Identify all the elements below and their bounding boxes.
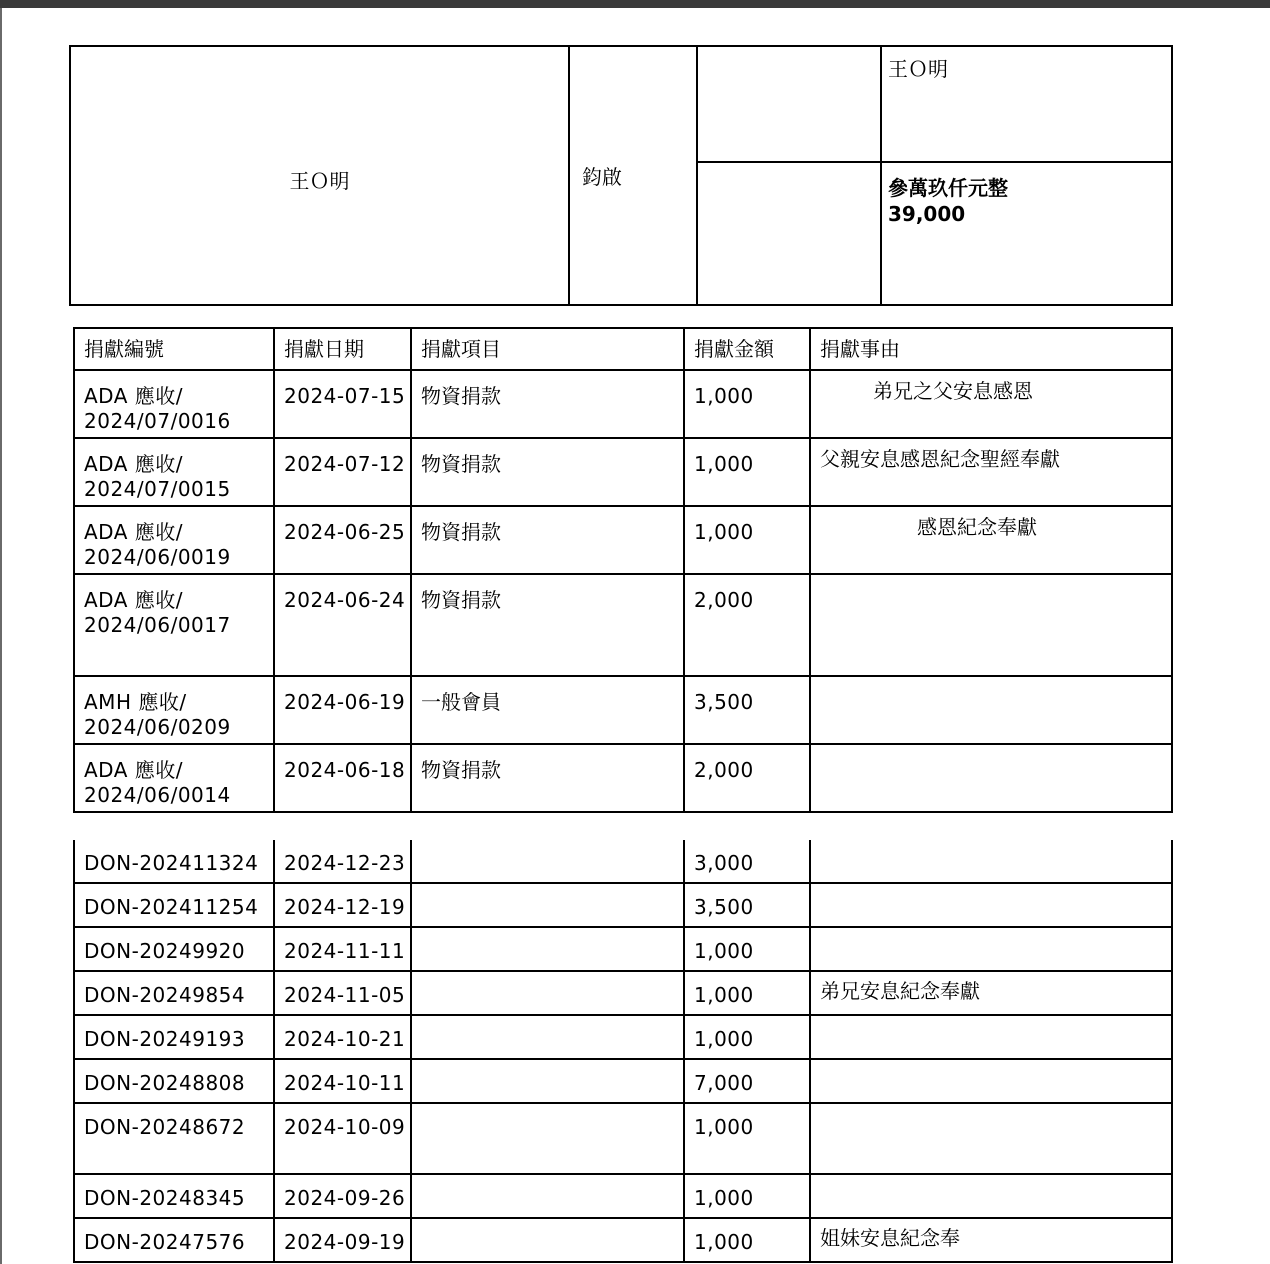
donation-amount: 2,000 <box>684 574 810 676</box>
donation-date: 2024-06-18 <box>274 744 411 812</box>
donation-amount: 1,000 <box>684 1015 810 1059</box>
donation-reason <box>810 1103 1172 1174</box>
table-header-row <box>74 328 1172 370</box>
donation-id-suffix: 2024/06/0014 <box>84 783 231 807</box>
donation-id: DON-20249920 <box>74 927 274 971</box>
donation-amount: 1,000 <box>684 1174 810 1218</box>
donation-amount: 7,000 <box>684 1059 810 1103</box>
donation-item: 物資捐款 <box>411 574 684 676</box>
donation-amount: 3,500 <box>684 676 810 744</box>
table-row <box>74 1218 1172 1262</box>
donation-item <box>411 883 684 927</box>
donation-amount: 3,000 <box>684 840 810 883</box>
donation-id-suffix: 2024/07/0015 <box>84 477 231 501</box>
donation-id: DON-20249854 <box>74 971 274 1015</box>
table-row <box>74 1059 1172 1103</box>
donation-item: 物資捐款 <box>411 506 684 574</box>
table-row <box>74 971 1172 1015</box>
column-header-date: 捐獻日期 <box>274 328 411 370</box>
donation-id-prefix: ADA 應收/ <box>84 520 184 544</box>
donation-reason: 父親安息感恩紀念聖經奉獻 <box>810 438 1172 506</box>
donation-item: 物資捐款 <box>411 438 684 506</box>
donation-date: 2024-06-19 <box>274 676 411 744</box>
donation-reason: 弟兄安息紀念奉獻 <box>810 971 1172 1015</box>
donation-date: 2024-07-15 <box>274 370 411 438</box>
table-row <box>74 676 1172 744</box>
table-row <box>74 883 1172 927</box>
donation-reason <box>810 676 1172 744</box>
donation-date: 2024-10-11 <box>274 1059 411 1103</box>
blank-cell-bottom <box>697 162 881 305</box>
column-header-item: 捐獻項目 <box>411 328 684 370</box>
donation-reason: 姐妹安息紀念奉 <box>810 1218 1172 1262</box>
donation-reason <box>810 927 1172 971</box>
receipt-header <box>69 45 1173 306</box>
donation-id-prefix: ADA 應收/ <box>84 758 184 782</box>
salutation-label: 鈞啟 <box>569 46 697 305</box>
donation-id: DON-20249193 <box>74 1015 274 1059</box>
table-row <box>74 574 1172 676</box>
donation-reason <box>810 840 1172 883</box>
donation-date: 2024-06-25 <box>274 506 411 574</box>
table-row <box>74 927 1172 971</box>
donation-date: 2024-11-05 <box>274 971 411 1015</box>
donation-date: 2024-11-11 <box>274 927 411 971</box>
table-row <box>74 438 1172 506</box>
donation-item <box>411 1059 684 1103</box>
table-row <box>74 1015 1172 1059</box>
donation-reason: 感恩紀念奉獻 <box>810 506 1172 574</box>
total-amount-cell <box>881 162 1172 305</box>
donation-id-prefix: ADA 應收/ <box>84 452 184 476</box>
donation-id: DON-20248345 <box>74 1174 274 1218</box>
donation-item: 物資捐款 <box>411 370 684 438</box>
donation-id-prefix: ADA 應收/ <box>84 384 184 408</box>
donation-reason <box>810 1015 1172 1059</box>
donation-date: 2024-09-26 <box>274 1174 411 1218</box>
donation-id: DON-20247576 <box>74 1218 274 1262</box>
donor-name: 王Ｏ明 <box>70 46 569 305</box>
donation-item <box>411 840 684 883</box>
donation-id: DON-202411324 <box>74 840 274 883</box>
donation-date: 2024-12-23 <box>274 840 411 883</box>
donation-id-suffix: 2024/06/0017 <box>84 613 231 637</box>
blank-cell-top <box>697 46 881 162</box>
donation-date: 2024-10-09 <box>274 1103 411 1174</box>
table-row <box>74 506 1172 574</box>
donation-amount: 2,000 <box>684 744 810 812</box>
donation-amount: 1,000 <box>684 971 810 1015</box>
column-header-amount: 捐獻金額 <box>684 328 810 370</box>
donation-amount: 3,500 <box>684 883 810 927</box>
donation-id: DON-202411254 <box>74 883 274 927</box>
donation-date: 2024-07-12 <box>274 438 411 506</box>
recipient-name: 王Ｏ明 <box>881 46 1172 162</box>
donation-id-prefix: ADA 應收/ <box>84 588 184 612</box>
donation-amount: 1,000 <box>684 506 810 574</box>
column-header-id: 捐獻編號 <box>74 328 274 370</box>
table-row <box>74 1174 1172 1218</box>
total-amount-number: 39,000 <box>888 202 966 226</box>
table-row <box>74 744 1172 812</box>
donation-table-2 <box>73 840 1173 1263</box>
window-top-bar <box>0 0 1270 8</box>
table-row <box>74 370 1172 438</box>
page-left-edge <box>0 8 2 1264</box>
donation-id: DON-20248672 <box>74 1103 274 1174</box>
donation-id-prefix: AMH 應收/ <box>84 690 187 714</box>
donation-amount: 1,000 <box>684 438 810 506</box>
donation-item <box>411 1015 684 1059</box>
donation-item <box>411 1218 684 1262</box>
donation-item: 一般會員 <box>411 676 684 744</box>
donation-amount: 1,000 <box>684 370 810 438</box>
donation-amount: 1,000 <box>684 927 810 971</box>
donation-amount: 1,000 <box>684 1103 810 1174</box>
donation-item: 物資捐款 <box>411 744 684 812</box>
donation-id-suffix: 2024/06/0209 <box>84 715 231 739</box>
table-row <box>74 1103 1172 1174</box>
table-row <box>74 840 1172 883</box>
donation-table-1 <box>73 327 1173 813</box>
donation-item <box>411 927 684 971</box>
donation-id-suffix: 2024/06/0019 <box>84 545 231 569</box>
donation-date: 2024-10-21 <box>274 1015 411 1059</box>
donation-date: 2024-12-19 <box>274 883 411 927</box>
donation-amount: 1,000 <box>684 1218 810 1262</box>
donation-reason: 弟兄之父安息感恩 <box>810 370 1172 438</box>
donation-id: DON-20248808 <box>74 1059 274 1103</box>
donation-id-suffix: 2024/07/0016 <box>84 409 231 433</box>
donation-reason <box>810 1059 1172 1103</box>
donation-date: 2024-06-24 <box>274 574 411 676</box>
donation-item <box>411 1174 684 1218</box>
donation-reason <box>810 1174 1172 1218</box>
donation-reason <box>810 574 1172 676</box>
donation-reason <box>810 883 1172 927</box>
donation-date: 2024-09-19 <box>274 1218 411 1262</box>
donation-item <box>411 971 684 1015</box>
column-header-reason: 捐獻事由 <box>810 328 1172 370</box>
donation-item <box>411 1103 684 1174</box>
donation-reason <box>810 744 1172 812</box>
total-amount-text: 參萬玖仟元整 <box>888 176 1008 200</box>
